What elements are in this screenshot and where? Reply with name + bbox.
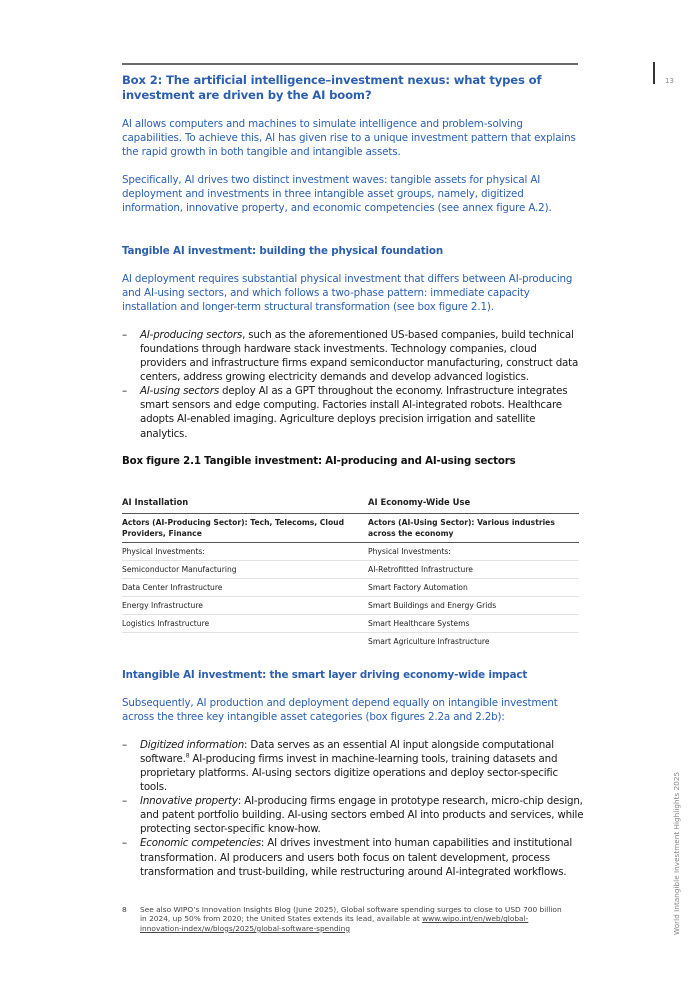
actors-row xyxy=(122,513,579,542)
footnote-text-wrap xyxy=(140,905,562,933)
table-row xyxy=(122,632,579,650)
bullet-term: Digitized information xyxy=(140,738,245,751)
list-item xyxy=(122,794,584,836)
table-row xyxy=(122,596,579,614)
intro-paragraph-1: AI allows computers and machines to simulate intelligence and problem-solving capabilities. To achieve this, AI has given rise to a unique investment pattern that explains the rapid growth in both tangible and intangible assets. xyxy=(122,118,576,159)
table-row xyxy=(122,542,579,560)
running-title: World Intangible Investment Highlights 2025 xyxy=(672,771,681,935)
table-cell xyxy=(122,632,368,650)
intro-paragraph-2: Specifically, AI drives two distinct investment waves: tangible assets for physical AI deployment and investments in three intangible asset groups, namely, digitized information, innovative property, and economic competencies (see annex figure A.2). xyxy=(122,174,552,215)
dash-bullet: – xyxy=(122,328,127,341)
footnote-link[interactable]: www.wipo.int/en/web/global-innovation-index/w/blogs/2025/global-software-spending xyxy=(140,914,529,933)
dash-bullet: – xyxy=(122,385,127,398)
table-cell: Smart Buildings and Energy Grids xyxy=(368,596,579,614)
table-header-row xyxy=(122,497,579,514)
table-cell: AI-Retrofitted Infrastructure xyxy=(368,560,579,578)
bullet-term: AI-producing sectors xyxy=(140,328,243,341)
table-row xyxy=(122,578,579,596)
bullet-text: AI-producing firms invest in machine-learning tools, training datasets and proprietary platforms. AI-using sectors digitize operations and deploy sector-specific tools. xyxy=(140,752,558,794)
page-marker-bar xyxy=(653,62,655,84)
dash-bullet: – xyxy=(122,738,127,751)
table-cell: Smart Healthcare Systems xyxy=(368,614,579,632)
bullet-term: Economic competencies xyxy=(140,837,261,850)
list-item xyxy=(122,328,584,384)
box-figure-table xyxy=(122,497,579,650)
dash-bullet: – xyxy=(122,837,127,850)
bullet-term: Innovative property xyxy=(140,795,238,808)
table-cell: Smart Agriculture Infrastructure xyxy=(368,636,490,646)
bullet-term: AI-using sectors xyxy=(140,385,219,398)
tangible-bullet-list xyxy=(122,328,584,441)
intangible-bullet-list xyxy=(122,738,584,879)
footnote-ref[interactable]: 8 xyxy=(185,752,190,760)
table-cell: Logistics Infrastructure xyxy=(122,614,368,632)
footnote-number: 8 xyxy=(122,905,127,914)
table-cell: Smart Factory Automation xyxy=(368,578,579,596)
list-item xyxy=(122,836,584,878)
table-cell: Energy Infrastructure xyxy=(122,596,368,614)
bullet-text: : AI-producing firms engage in prototype research, micro-chip design, and patent portfolio building. AI-using sectors embed AI into products and services, while protecting sector-specific know-how. xyxy=(140,795,584,836)
figure-title: Box figure 2.1 Tangible investment: AI-producing and AI-using sectors xyxy=(122,455,516,467)
bullet-text: , such as the aforementioned US-based companies, build technical foundations through hardware stack investments. Technology companies, cloud providers and infrastructure firms expand semiconductor manufacturing, construct data centers, address growing electricity demands and develop advanced logistics. xyxy=(140,328,579,384)
footnote xyxy=(122,905,562,933)
table-row xyxy=(122,614,579,632)
list-item xyxy=(122,384,584,440)
column-header: AI Economy-Wide Use xyxy=(368,497,579,514)
tangible-heading: Tangible AI investment: building the physical foundation xyxy=(122,244,443,257)
table-cell: Physical Investments: xyxy=(368,542,579,560)
table-row xyxy=(122,560,579,578)
footnote-text: See also WIPO’s Innovation Insights Blog (June 2025), Global software spending surges to close to USD 700 billion in 2024, up 50% from 2020; the United States extends its lead, available at xyxy=(140,905,562,924)
bullet-text: : Data serves as an essential AI input alongside computational software. xyxy=(140,738,554,765)
table-cell: Semiconductor Manufacturing xyxy=(122,560,368,578)
box-title: Box 2: The artificial intelligence–investment nexus: what types of investment are driven by the AI boom? xyxy=(122,73,542,102)
top-rule-divider xyxy=(122,63,578,65)
box-2-content xyxy=(122,72,584,879)
page-number: 13 xyxy=(665,77,674,85)
actors-cell: Actors (AI-Using Sector): Various industries across the economy xyxy=(368,513,579,542)
tangible-paragraph: AI deployment requires substantial physical investment that differs between AI-producing and AI-using sectors, and which follows a two-phase pattern: immediate capacity installation and longer-term structural transformation (see box figure 2.1). xyxy=(122,272,573,313)
intangible-paragraph: Subsequently, AI production and deployment depend equally on intangible investment across the three key intangible asset categories (box figures 2.2a and 2.2b): xyxy=(122,696,558,723)
dash-bullet: – xyxy=(122,795,127,808)
bullet-text: deploy AI as a GPT throughout the economy. Infrastructure integrates smart sensors and edge computing. Factories install AI-integrated robots. Healthcare adopts AI-enabled imaging. Agriculture deploys precision irrigation and satellite analytics. xyxy=(140,385,568,440)
bullet-text: : AI drives investment into human capabilities and institutional transformation. AI producers and users both focus on talent development, process transformation and trust-building, while restructuring around AI-integrated workflows. xyxy=(140,837,573,878)
table-cell: Physical Investments: xyxy=(122,542,368,560)
column-header: AI Installation xyxy=(122,497,368,514)
intangible-heading: Intangible AI investment: the smart layer driving economy-wide impact xyxy=(122,668,528,681)
actors-cell: Actors (AI-Producing Sector): Tech, Telecoms, Cloud Providers, Finance xyxy=(122,513,368,542)
table-cell: Data Center Infrastructure xyxy=(122,578,368,596)
list-item xyxy=(122,738,584,794)
